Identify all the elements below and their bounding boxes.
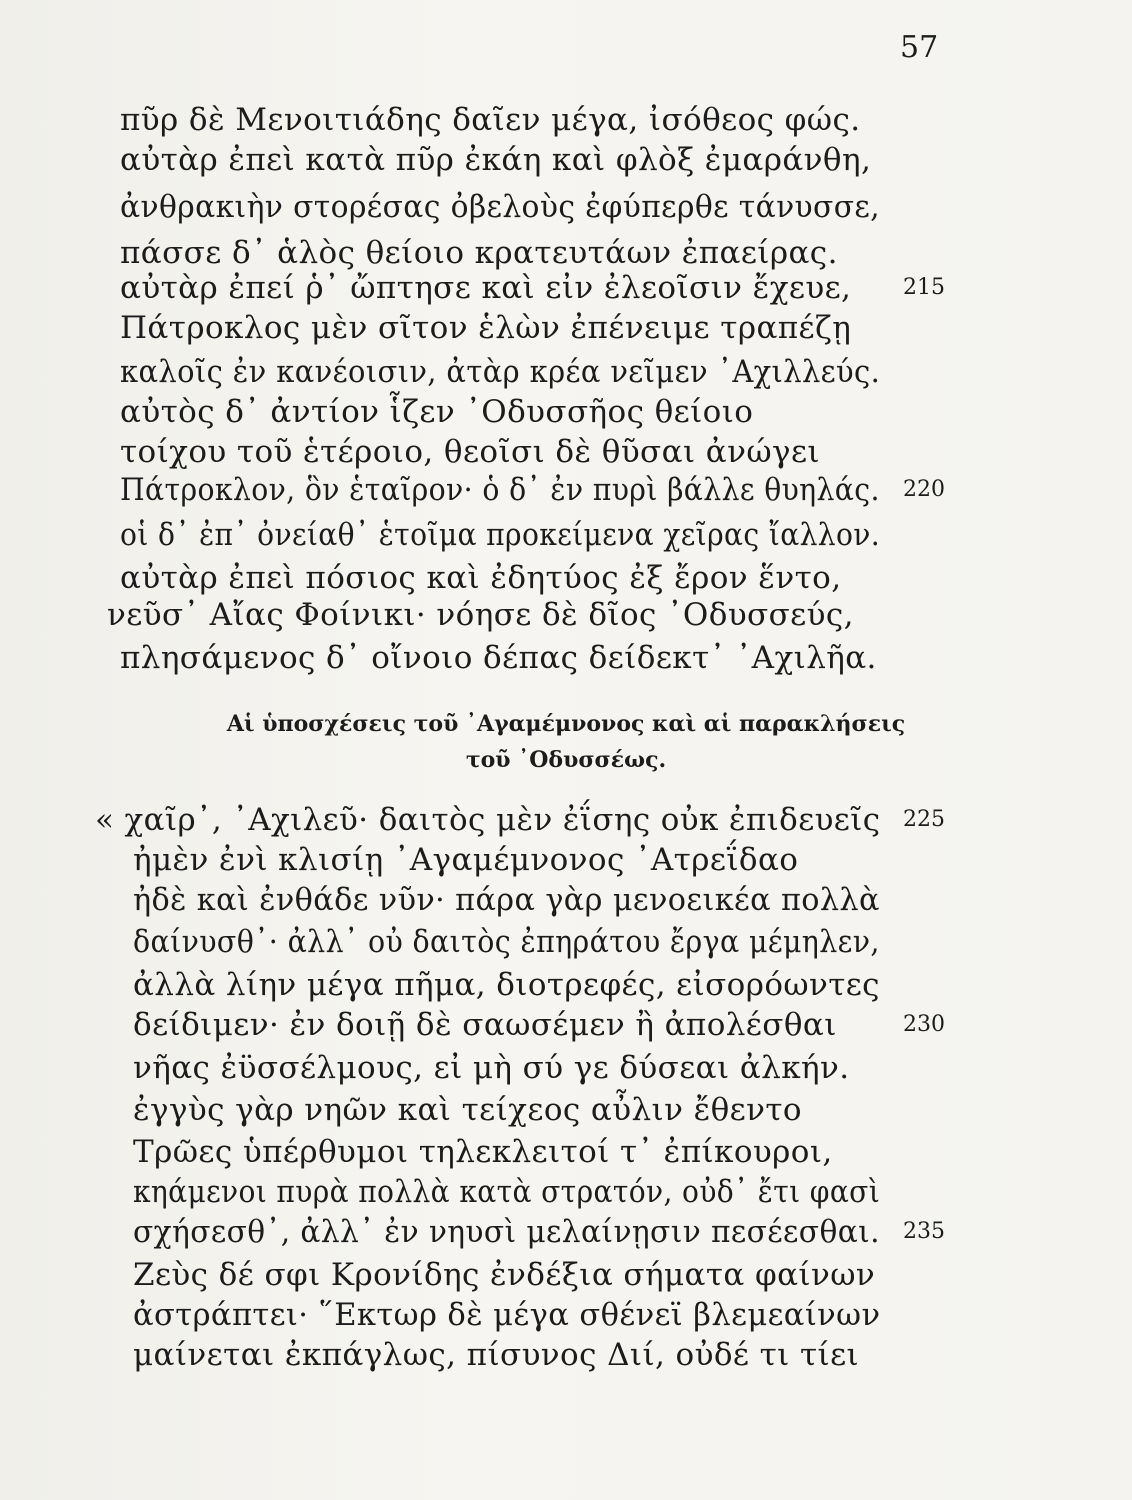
verse-line — [0, 922, 1132, 969]
verse-text: αὐτὸς δ᾽ ἀντίον ἷζεν ᾿Οδυσσῆος θείοιο — [120, 394, 754, 430]
line-number: 230 — [903, 1012, 945, 1037]
verse-text: πάσσε δ᾽ ἁλὸς θείοιο κρατευτάων ἐπαείρας. — [120, 235, 838, 271]
verse-line — [0, 1090, 1132, 1137]
verse-text: αὐτὰρ ἐπεὶ πόσιος καὶ ἐδητύος ἐξ ἔρον ἕντο, — [120, 560, 842, 596]
line-number: 215 — [903, 275, 945, 300]
verse-text: σχήσεσθ᾽, ἀλλ᾽ ἐν νηυσὶ μελαίνῃσιν πεσέεσθαι. — [133, 1214, 880, 1250]
verse-text: δείδιμεν· ἐν δοιῇ δὲ σαωσέμεν ἢ ἀπολέσθαι — [133, 1007, 837, 1043]
verse-text: Πάτροκλος μὲν σῖτον ἑλὼν ἐπένειμε τραπέζῃ — [120, 310, 852, 346]
verse-line — [0, 638, 1132, 685]
line-number: 220 — [903, 477, 945, 502]
verse-line — [0, 1048, 1132, 1095]
verse-text: αὐτὰρ ἐπεί ῥ᾽ ὤπτησε καὶ εἰν ἐλεοῖσιν ἔχευε, — [120, 270, 852, 306]
verse-text: ἐγγὺς γὰρ νηῶν καὶ τείχεος αὖλιν ἔθεντο — [133, 1092, 802, 1128]
verse-line — [0, 187, 1132, 234]
verse-line — [0, 470, 1132, 517]
line-number: 225 — [903, 807, 945, 832]
verse-line — [0, 308, 1132, 355]
page-number: 57 — [900, 30, 939, 65]
verse-text: τοίχου τοῦ ἑτέροιο, θεοῖσι δὲ θῦσαι ἀνώγει — [120, 434, 820, 470]
verse-text: πῦρ δὲ Μενοιτιάδης δαῖεν μέγα, ἰσόθεος φώς. — [120, 102, 861, 138]
verse-text: ἀλλὰ λίην μέγα πῆμα, διοτρεφές, εἰσορόωντες — [133, 967, 880, 1003]
verse-text: ἀνθρακιὴν στορέσας ὀβελοὺς ἐφύπερθε τάνυσσε, — [120, 189, 881, 225]
verse-text: « χαῖρ᾽, ᾿Αχιλεῦ· δαιτὸς μὲν ἐΐσης οὐκ ἐπιδευεῖς — [95, 802, 881, 838]
verse-text: αὐτὰρ ἐπεὶ κατὰ πῦρ ἐκάη καὶ φλὸξ ἐμαράνθη, — [120, 142, 872, 178]
verse-text: ἠδὲ καὶ ἐνθάδε νῦν· πάρα γὰρ μενοεικέα πολλὰ — [133, 882, 880, 918]
verse-text: κηάμενοι πυρὰ πολλὰ κατὰ στρατόν, οὐδ᾽ ἔτι φασὶ — [133, 1174, 881, 1210]
verse-text: Πάτροκλον, ὃν ἑταῖρον· ὁ δ᾽ ἐν πυρὶ βάλλε θυηλάς. — [120, 472, 880, 508]
line-number: 235 — [903, 1219, 945, 1244]
verse-text: Ζεὺς δέ σφι Κρονίδης ἐνδέξια σήματα φαίνων — [133, 1257, 876, 1293]
section-heading-line-1: Αἱ ὑποσχέσεις τοῦ ᾿Αγαμέμνονος καὶ αἱ παρακλήσεις — [226, 711, 906, 737]
verse-text: νῆας ἐϋσσέλμους, εἰ μὴ σύ γε δύσεαι ἀλκήν. — [133, 1050, 850, 1086]
verse-text: νεῦσ᾽ Αἴας Φοίνικι· νόησε δὲ δῖος ᾿Οδυσσεύς, — [107, 597, 854, 633]
verse-line — [0, 140, 1132, 187]
verse-text: μαίνεται ἐκπάγλως, πίσυνος Διί, οὐδέ τι τίει — [133, 1337, 860, 1373]
verse-text: ἠμὲν ἐνὶ κλισίῃ ᾿Αγαμέμνονος ᾿Ατρεΐδαο — [133, 842, 799, 878]
verse-text: καλοῖς ἐν κανέοισιν, ἀτὰρ κρέα νεῖμεν ᾿Αχιλλεύς. — [120, 354, 881, 390]
section-heading-line-2: τοῦ ᾿Οδυσσέως. — [465, 747, 667, 773]
verse-text: Τρῶες ὑπέρθυμοι τηλεκλειτοί τ᾽ ἐπίκουροι, — [133, 1134, 833, 1170]
verse-text: πλησάμενος δ᾽ οἴνοιο δέπας δείδεκτ᾽ ᾿Αχιλῆα. — [120, 640, 877, 676]
verse-text: ἀστράπτει· ῞Εκτωρ δὲ μέγα σθένεϊ βλεμεαίνων — [133, 1297, 881, 1333]
verse-line — [0, 1212, 1132, 1259]
verse-line — [0, 880, 1132, 927]
verse-line — [0, 515, 1132, 562]
verse-line — [0, 595, 1132, 642]
verse-line — [0, 1005, 1132, 1052]
verse-line — [0, 1335, 1132, 1382]
verse-text: οἱ δ᾽ ἐπ᾽ ὀνείαθ᾽ ἑτοῖμα προκείμενα χεῖρας ἴαλλον. — [120, 517, 881, 553]
verse-text: δαίνυσθ᾽· ἀλλ᾽ οὐ δαιτὸς ἐπηράτου ἔργα μέμηλεν, — [133, 924, 880, 960]
